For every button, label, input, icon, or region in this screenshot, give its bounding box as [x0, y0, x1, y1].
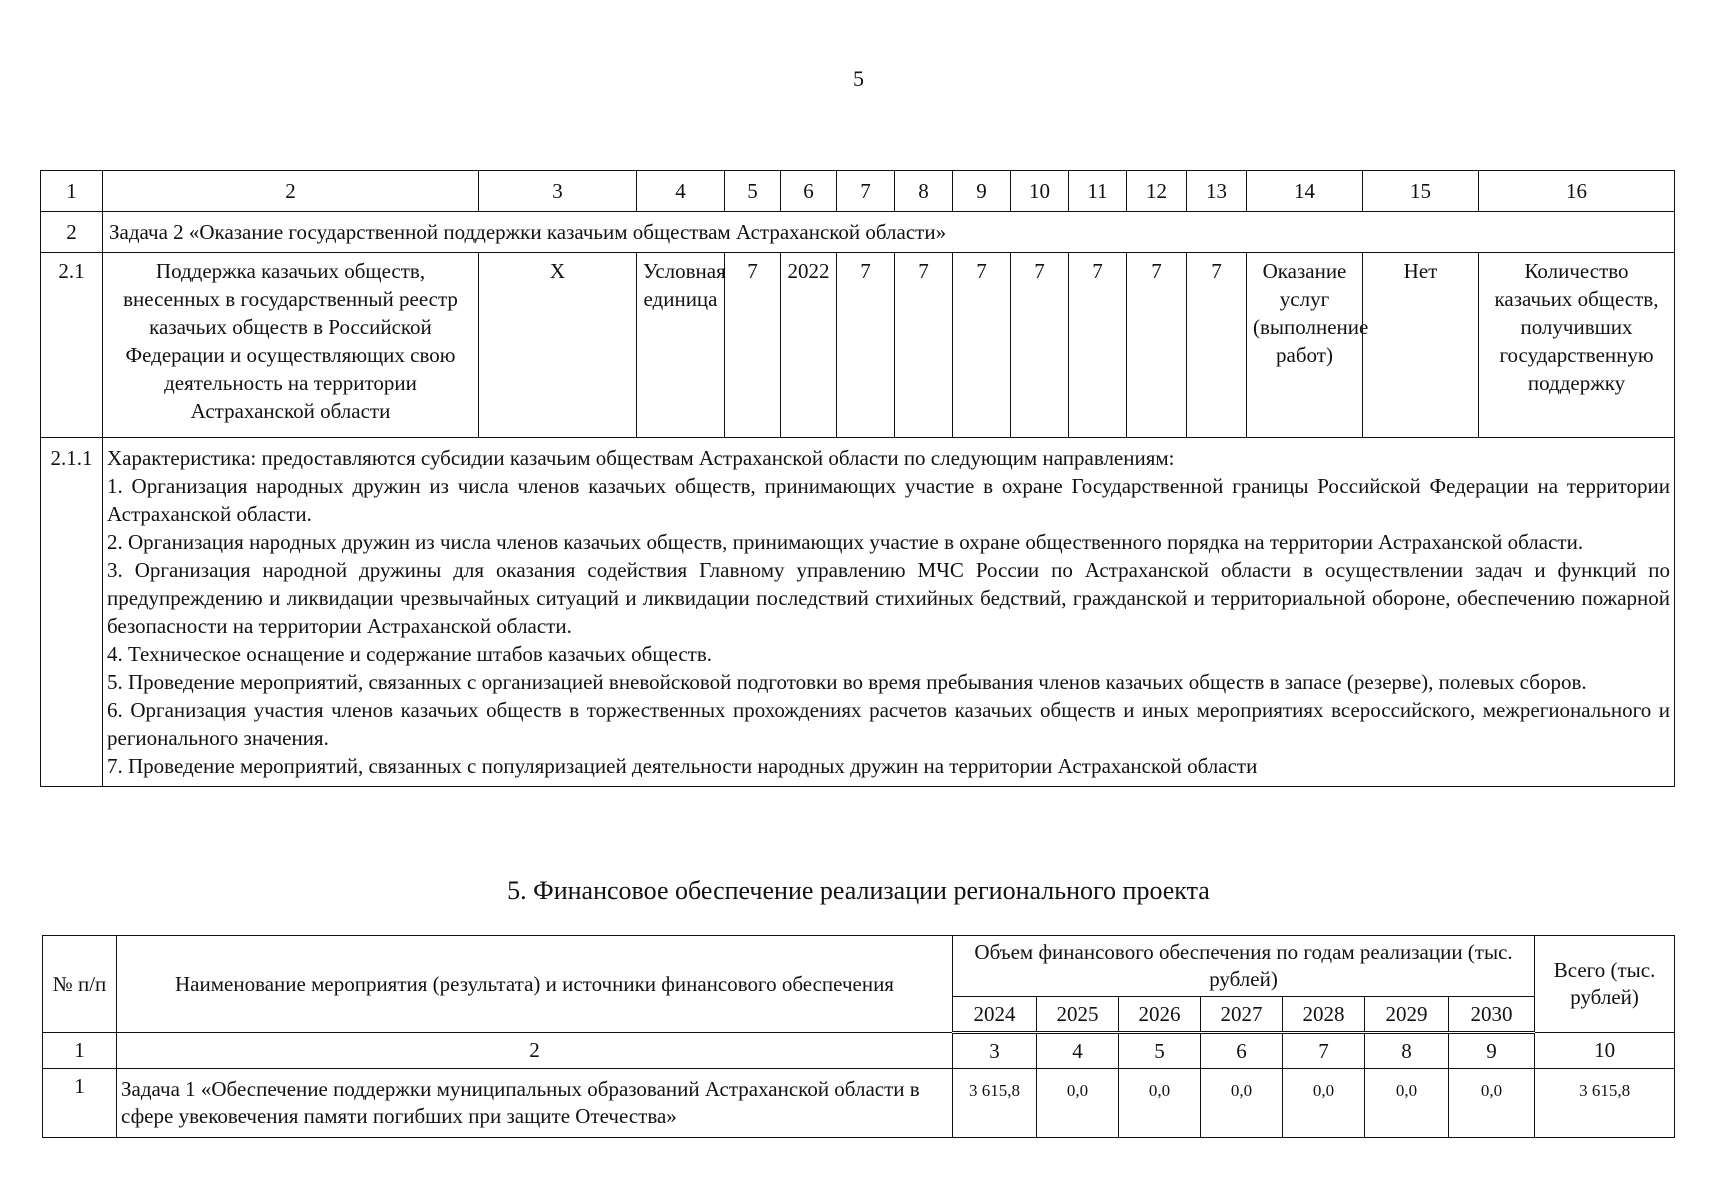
- header-cell: 3: [479, 171, 637, 212]
- year-cell: 2027: [1201, 997, 1283, 1033]
- number-cell: 3: [953, 1033, 1037, 1069]
- year-cell: 2024: [953, 997, 1037, 1033]
- characteristic-line: 3. Организация народной дружины для оказания содействия Главному управлению МЧС России по Астраханской области в осуществлении задач и функций по предупреждению и ликвидации чрезвычайных ситуаций и ликвидации последствий стихийных бедствий, гражданской и территориальной обороне, обеспечению пожарной безопасности на территории Астраханской области.: [107, 558, 1670, 638]
- header-cell: 8: [895, 171, 953, 212]
- row-value: 0,0: [1037, 1069, 1119, 1138]
- header-cell: 15: [1363, 171, 1479, 212]
- result-base-year: 2022: [781, 253, 837, 438]
- col-name-header: Наименование мероприятия (результата) и источники финансового обеспечения: [117, 936, 953, 1033]
- number-cell: 1: [43, 1033, 117, 1069]
- task-title: Задача 2 «Оказание государственной поддержки казачьим обществам Астраханской области»: [103, 212, 1675, 253]
- header-cell: 4: [637, 171, 725, 212]
- year-cell: 2026: [1119, 997, 1201, 1033]
- number-cell: 8: [1365, 1033, 1449, 1069]
- col-total-header: Всего (тыс. рублей): [1535, 936, 1675, 1033]
- characteristic-line: 2. Организация народных дружин из числа членов казачьих обществ, принимающих участие в охране общественного порядка на территории Астраханской области.: [107, 530, 1584, 554]
- result-col15: Нет: [1363, 253, 1479, 438]
- result-name: Поддержка казачьих обществ, внесенных в государственный реестр казачьих обществ в Российской Федерации и осуществляющих свою деятельность на территории Астраханской области: [103, 253, 479, 438]
- header-cell: 7: [837, 171, 895, 212]
- task-row: [41, 212, 1675, 253]
- characteristic-line: 7. Проведение мероприятий, связанных с популяризацией деятельности народных дружин на территории Астраханской области: [107, 754, 1258, 778]
- row-value: 3 615,8: [953, 1069, 1037, 1138]
- number-cell: 4: [1037, 1033, 1119, 1069]
- result-value: 7: [1187, 253, 1247, 438]
- row-value: 0,0: [1449, 1069, 1535, 1138]
- result-indicator: Количество казачьих обществ, получивших государственную поддержку: [1479, 253, 1675, 438]
- result-unit: Условная единица: [637, 253, 725, 438]
- characteristic-number: 2.1.1: [41, 438, 103, 787]
- characteristic-line: 4. Техническое оснащение и содержание штабов казачьих обществ.: [107, 642, 713, 666]
- year-cell: 2028: [1283, 997, 1365, 1033]
- result-value: 7: [1127, 253, 1187, 438]
- header-cell: 9: [953, 171, 1011, 212]
- financing-header-row: [43, 936, 1675, 997]
- row-total: 3 615,8: [1535, 1069, 1675, 1138]
- characteristic-line: 6. Организация участия членов казачьих обществ в торжественных прохождениях расчетов казачьих обществ и иных мероприятиях всероссийского, межрегионального и регионального значения.: [107, 698, 1670, 750]
- characteristic-row: [41, 438, 1675, 787]
- header-cell: 11: [1069, 171, 1127, 212]
- col-volume-header: Объем финансового обеспечения по годам реализации (тыс. рублей): [953, 936, 1535, 997]
- number-cell: 6: [1201, 1033, 1283, 1069]
- row-number: 1: [43, 1069, 117, 1138]
- column-number-row: [41, 171, 1675, 212]
- result-number: 2.1: [41, 253, 103, 438]
- results-table: [40, 170, 1675, 787]
- result-row: [41, 253, 1675, 438]
- col-number-header: № п/п: [43, 936, 117, 1033]
- result-value: 7: [895, 253, 953, 438]
- result-col3: X: [479, 253, 637, 438]
- header-cell: 16: [1479, 171, 1675, 212]
- result-base-value: 7: [725, 253, 781, 438]
- table-row: [43, 1069, 1675, 1138]
- header-cell: 2: [103, 171, 479, 212]
- row-name: Задача 1 «Обеспечение поддержки муниципальных образований Астраханской области в сфере увековечения памяти погибших при защите Отечества»: [117, 1069, 953, 1138]
- header-cell: 13: [1187, 171, 1247, 212]
- characteristic-line: Характеристика: предоставляются субсидии казачьим обществам Астраханской области по следующим направлениям:: [107, 446, 1175, 470]
- task-number: 2: [41, 212, 103, 253]
- financing-table: [42, 935, 1675, 1138]
- row-value: 0,0: [1119, 1069, 1201, 1138]
- number-cell: 5: [1119, 1033, 1201, 1069]
- header-cell: 14: [1247, 171, 1363, 212]
- year-cell: 2029: [1365, 997, 1449, 1033]
- row-value: 0,0: [1201, 1069, 1283, 1138]
- result-value: 7: [953, 253, 1011, 438]
- header-cell: 6: [781, 171, 837, 212]
- characteristic-line: 5. Проведение мероприятий, связанных с организацией вневойсковой подготовки во время пребывания членов казачьих обществ в запасе (резерве), полевых сборов.: [107, 670, 1587, 694]
- result-type: Оказание услуг (выполнение работ): [1247, 253, 1363, 438]
- page-number: 5: [853, 66, 864, 91]
- characteristic-text: [103, 438, 1675, 787]
- number-cell: 10: [1535, 1033, 1675, 1069]
- header-cell: 10: [1011, 171, 1069, 212]
- number-cell: 2: [117, 1033, 953, 1069]
- header-cell: 5: [725, 171, 781, 212]
- row-value: 0,0: [1283, 1069, 1365, 1138]
- result-value: 7: [837, 253, 895, 438]
- column-number-row: [43, 1033, 1675, 1069]
- row-value: 0,0: [1365, 1069, 1449, 1138]
- result-value: 7: [1069, 253, 1127, 438]
- year-cell: 2025: [1037, 997, 1119, 1033]
- result-value: 7: [1011, 253, 1069, 438]
- number-cell: 7: [1283, 1033, 1365, 1069]
- header-cell: 1: [41, 171, 103, 212]
- number-cell: 9: [1449, 1033, 1535, 1069]
- header-cell: 12: [1127, 171, 1187, 212]
- section-title: 5. Финансовое обеспечение реализации регионального проекта: [507, 876, 1210, 905]
- year-cell: 2030: [1449, 997, 1535, 1033]
- characteristic-line: 1. Организация народных дружин из числа членов казачьих обществ, принимающих участие в охране Государственной границы Российской Федерации на территории Астраханской области.: [107, 474, 1670, 526]
